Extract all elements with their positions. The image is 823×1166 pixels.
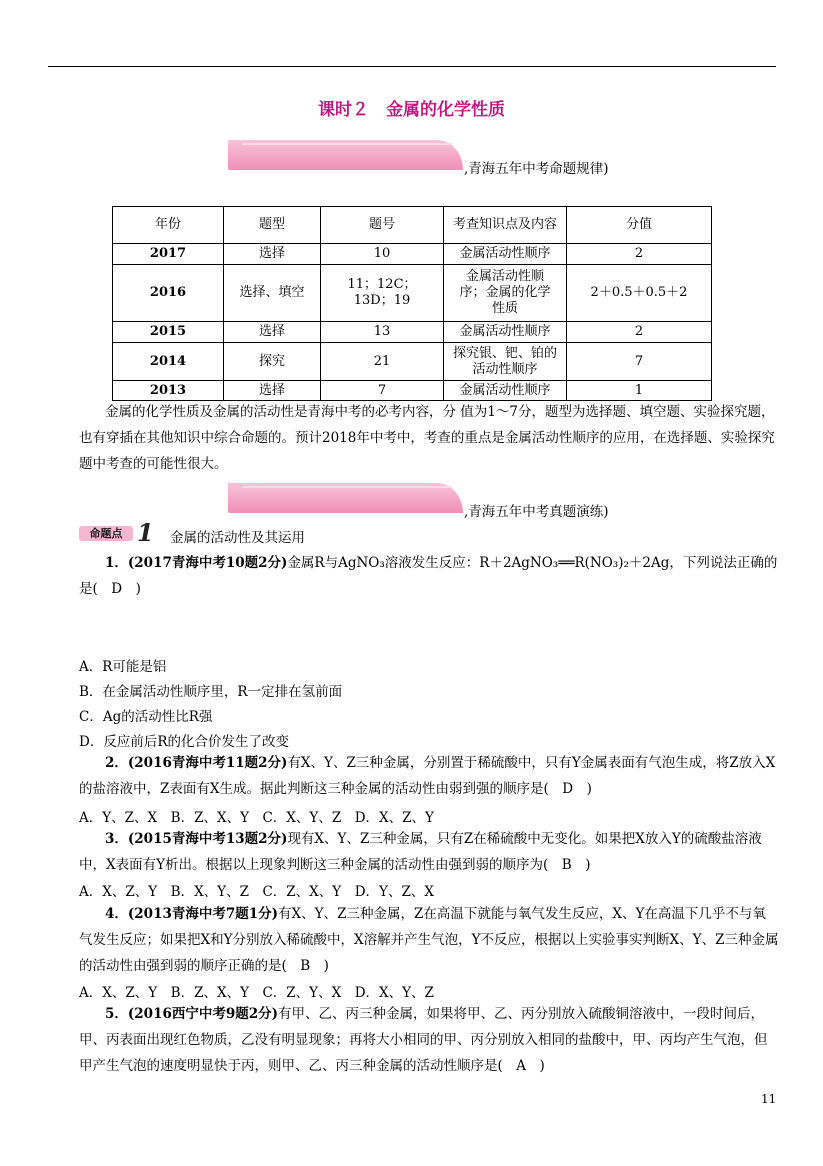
table-row <box>113 322 712 343</box>
q3-options: A．X、Z、Y B．X、Y、Z C．Z、X、Y D．Y、Z、X <box>79 884 434 900</box>
cell-type: 选择、填空 <box>224 265 321 322</box>
cell-topic: 金属活动性顺序；金属的化学性质 <box>444 265 567 322</box>
question-stem: 有X、Y、Z三种金属，分别置于稀硫酸中，只有Y金属表面有气泡生成，将Z放入X的盐溶液中，Z表面有X生成。据此判断这三种金属的活动性由弱到强的顺序是( D ) <box>79 755 776 797</box>
table-row <box>113 343 712 381</box>
section-caption-1: ,青海五年中考命题规律) <box>464 161 609 177</box>
question-stem: 现有X、Y、Z三种金属，只有Z在稀硫酸中无变化。如果把X放入Y的硫酸盐溶液中，X表面有Y析出。根据以上现象判断这三种金属的活动性由强到弱的顺序为( B ) <box>79 831 762 873</box>
q1-option-c: C．Ag的活动性比R强 <box>79 709 213 725</box>
cell-type: 选择 <box>224 381 321 401</box>
question-stem: 金属R与AgNO₃溶液发生反应：R＋2AgNO₃══R(NO₃)₂＋2Ag，下列说法正确的是( D ) <box>79 555 778 597</box>
summary-paragraph: 金属的化学性质及金属的活动性是青海中考的必考内容，分 值为1～7分，题型为选择题、填空题、实验探究题，也有穿插在其他知识中综合命题的。预计2018年中考中，考查的重点是金属活动性顺序的应用，在选择题、实验探究题中考查的可能性很大。 <box>79 404 775 472</box>
question-number: 2． <box>105 755 128 771</box>
cell-score: 1 <box>567 381 712 401</box>
question-stem: 有甲、乙、丙三种金属，如果将甲、乙、丙分别放入硫酸铜溶液中，一段时间后，甲、丙表面出现红色物质，乙没有明显现象；再将大小相同的甲、丙分别放入相同的盐酸中，甲、丙均产生气泡，但甲产生气泡的速度明显快于丙，则甲、乙、丙三种金属的活动性顺序是( A ) <box>79 1006 768 1074</box>
question-number: 1． <box>105 555 128 571</box>
col-year: 年份 <box>113 207 224 244</box>
section-caption-2: ,青海五年中考真题演练) <box>464 504 609 520</box>
cell-score: 2 <box>567 322 712 343</box>
cell-score: 2＋0.5＋0.5＋2 <box>567 265 712 322</box>
cell-topic: 金属活动性顺序 <box>444 381 567 401</box>
q1-option-d: D．反应前后R的化合价发生了改变 <box>79 734 289 750</box>
exam-law-table <box>112 206 712 401</box>
question-source: (2013青海中考7题1分) <box>127 906 279 922</box>
header-rule <box>48 66 776 67</box>
col-type: 题型 <box>224 207 321 244</box>
cell-score: 7 <box>567 343 712 381</box>
col-topic: 考查知识点及内容 <box>444 207 567 244</box>
topic-tag-number: 1 <box>137 518 154 547</box>
question-stem: 有X、Y、Z三种金属，Z在高温下就能与氧气发生反应，X、Y在高温下几乎不与氧气发生反应；如果把X和Y分别放入稀硫酸中，X溶解并产生气泡，Y不反应，根据以上实验事实判断X、Y、Z三种金属的活动性由强到弱的顺序正确的是( B ) <box>79 906 779 974</box>
question-3 <box>79 826 779 878</box>
cell-type: 探究 <box>224 343 321 381</box>
q4-options: A．X、Z、Y B．Z、X、Y C．Z、Y、X D．X、Y、Z <box>79 985 434 1001</box>
q2-options: A．Y、Z、X B．Z、X、Y C．X、Y、Z D．X、Z、Y <box>79 810 434 826</box>
question-source: (2015青海中考13题2分) <box>127 831 288 847</box>
cell-year: 2013 <box>113 381 224 401</box>
cell-number: 11；12C；13D；19 <box>321 265 444 322</box>
col-number: 题号 <box>321 207 444 244</box>
question-2 <box>79 750 779 802</box>
cell-topic: 金属活动性顺序 <box>444 322 567 343</box>
table-row <box>113 381 712 401</box>
cell-score: 2 <box>567 244 712 265</box>
cell-topic: 探究银、钯、铂的活动性顺序 <box>444 343 567 381</box>
page-number: 11 <box>761 1092 777 1106</box>
cell-year: 2014 <box>113 343 224 381</box>
q1-option-a: A．R可能是铝 <box>79 659 167 675</box>
topic-title: 金属的活动性及其运用 <box>170 530 305 546</box>
table-row <box>113 265 712 322</box>
table-row <box>113 244 712 265</box>
page-title: 课时２ 金属的化学性质 <box>318 100 505 120</box>
section-banner-1 <box>228 140 463 170</box>
cell-year: 2016 <box>113 265 224 322</box>
cell-topic: 金属活动性顺序 <box>444 244 567 265</box>
question-source: (2016青海中考11题2分) <box>127 755 288 771</box>
question-number: 5． <box>105 1006 128 1022</box>
cell-number: 10 <box>321 244 444 265</box>
q1-option-b: B．在金属活动性顺序里，R一定排在氢前面 <box>79 684 343 700</box>
cell-number: 21 <box>321 343 444 381</box>
cell-type: 选择 <box>224 322 321 343</box>
table-header-row <box>113 207 712 244</box>
topic-tag-label: 命题点 <box>79 526 133 541</box>
question-1 <box>79 550 779 602</box>
topic-tag <box>79 518 154 547</box>
section-banner-2 <box>228 483 463 513</box>
cell-year: 2015 <box>113 322 224 343</box>
question-5 <box>79 1001 779 1079</box>
question-source: (2017青海中考10题2分) <box>127 555 288 571</box>
question-4 <box>79 901 779 979</box>
cell-type: 选择 <box>224 244 321 265</box>
question-number: 4． <box>105 906 128 922</box>
cell-number: 7 <box>321 381 444 401</box>
question-number: 3． <box>105 831 128 847</box>
question-source: (2016西宁中考9题2分) <box>127 1006 279 1022</box>
cell-number: 13 <box>321 322 444 343</box>
col-score: 分值 <box>567 207 712 244</box>
cell-year: 2017 <box>113 244 224 265</box>
